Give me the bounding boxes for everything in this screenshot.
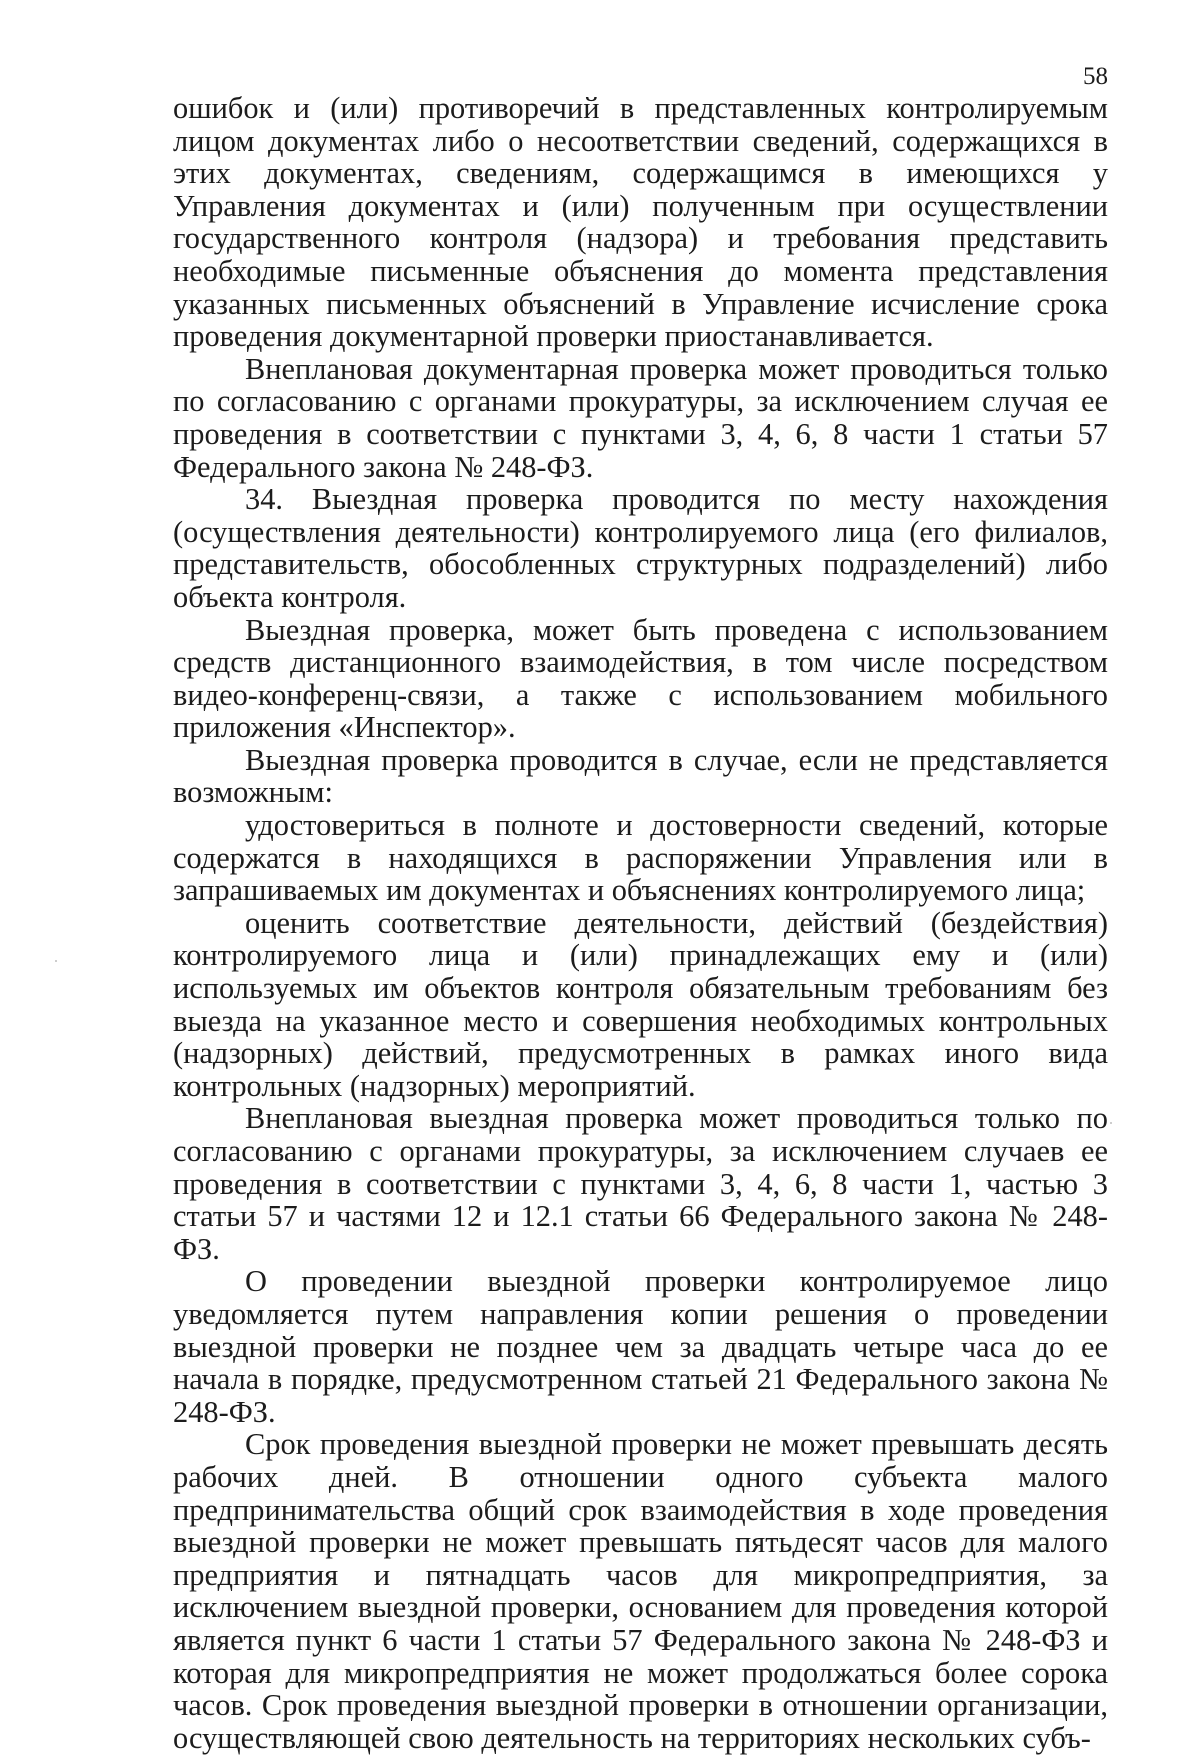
page-number: 58: [1083, 63, 1108, 90]
paragraph-check-duration: Срок проведения выездной проверки не может превышать десять рабочих дней. В отношении одного субъекта малого предпринимательства общий срок взаимодействия в ходе проведения выездной проверки не может превышать пятьдесят часов для малого предприятия и пятнадцать часов для микропредприятия, за исключением выездной проверки, основанием для проведения которой является пункт 6 части 1 статьи 57 Федерального закона № 248-ФЗ и которая для микропредприятия не может продолжаться более сорока часов. Срок проведения выездной проверки в отношении организации, осуществляющей свою деятельность на территориях нескольких субъ-: [173, 1427, 1108, 1755]
scan-speck: [1110, 1122, 1112, 1124]
paragraph-remote-interaction: Выездная проверка, может быть проведена с использованием средств дистанционного взаимодействия, в том числе посредством видео-конференц-связи, а также с использованием мобильного приложения «Инспектор».: [173, 612, 1108, 745]
paragraph-unscheduled-documentary-check: Внеплановая документарная проверка может проводиться только по согласованию с органами прокуратуры, за исключением случая ее проведения в соответствии с пунктами 3, 4, 6, 8 части 1 статьи 57 Федерального закона № 248-ФЗ.: [173, 351, 1108, 484]
paragraph-34-onsite-check-location: 34. Выездная проверка проводится по месту нахождения (осуществления деятельности) контролируемого лица (его филиалов, представительств, обособленных структурных подразделений) либо объекта контроля.: [173, 482, 1108, 614]
scan-speck: [55, 960, 57, 962]
paragraph-condition-verify-information: удостовериться в полноте и достоверности сведений, которые содержатся в находящихся в распоряжении Управления или в запрашиваемых им документах и объяснениях контролируемого лица;: [173, 808, 1108, 908]
document-body: [173, 92, 1108, 1754]
paragraph-onsite-check-conditions: Выездная проверка проводится в случае, если не представляется возможным:: [173, 742, 1108, 810]
paragraph-notification: О проведении выездной проверки контролируемое лицо уведомляется путем направления копии решения о проведении выездной проверки не позднее чем за двадцать четыре часа до ее начала в порядке, предусмотренном статьей 21 Федерального закона № 248-ФЗ.: [173, 1264, 1108, 1429]
paragraph-unscheduled-onsite-check: Внеплановая выездная проверка может проводиться только по согласованию с органами прокуратуры, за исключением случаев ее проведения в соответствии с пунктами 3, 4, 6, 8 части 1, частью 3 статьи 57 и частями 12 и 12.1 статьи 66 Федерального закона № 248-ФЗ.: [173, 1101, 1108, 1266]
paragraph-condition-assess-compliance: оценить соответствие деятельности, действий (бездействия) контролируемого лица и (или) принадлежащих ему и (или) используемых им объектов контроля обязательным требованиям без выезда на указанное место и совершения необходимых контрольных (надзорных) действий, предусмотренных в рамках иного вида контрольных (надзорных) мероприятий.: [173, 905, 1108, 1103]
paragraph-continuation: ошибок и (или) противоречий в представленных контролируемым лицом документах либо о несоответствии сведений, содержащихся в этих документах, сведениям, содержащимся в имеющихся у Управления документах и (или) полученным при осуществлении государственного контроля (надзора) и требования представить необходимые письменные объяснения до момента представления указанных письменных объяснений в Управление исчисление срока проведения документарной проверки приостанавливается.: [173, 91, 1108, 354]
